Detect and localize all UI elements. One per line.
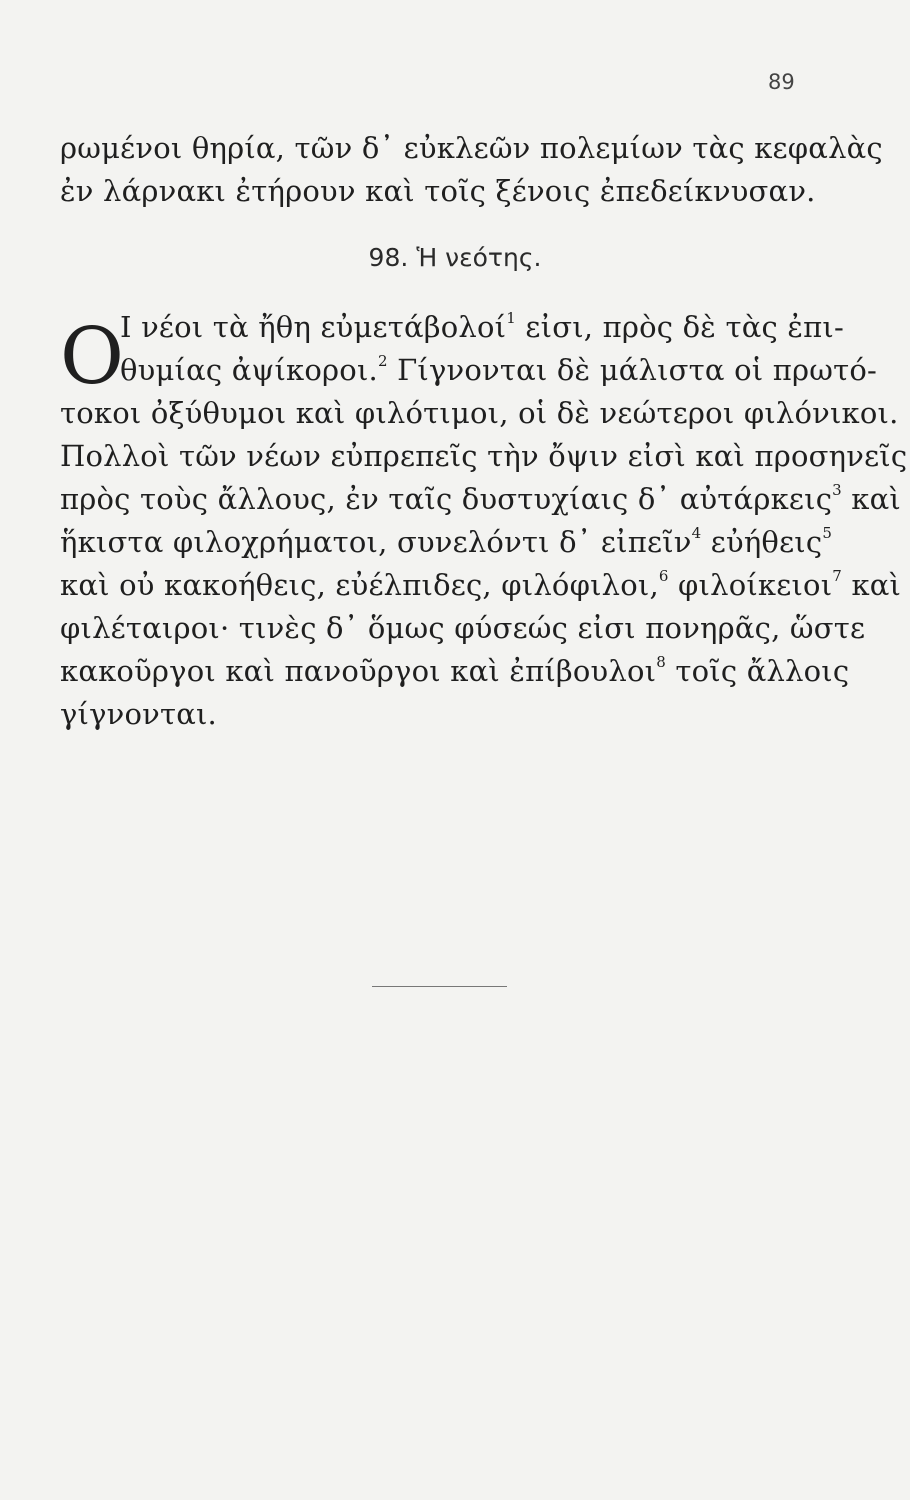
paragraph-line-1: Ι νέοι τὰ ἤθη εὐμετάβολοί$^1$ εἰσι, πρὸς δὲ τὰς ἐπι- xyxy=(120,309,844,344)
footnote-marker: 7 xyxy=(832,567,843,585)
paragraph-line-10: γίγνονται. xyxy=(60,697,217,731)
footnote-marker: 8 xyxy=(656,653,666,671)
paragraph-line-3: τοκοι ὀξύθυμοι καὶ φιλότιμοι, οἱ δὲ νεώτεροι φιλόνικοι. xyxy=(60,396,899,430)
continued-text xyxy=(60,127,883,213)
section-title: Ἡ νεότης. xyxy=(416,243,542,272)
footnote-marker: 6 xyxy=(658,567,669,585)
paragraph-body xyxy=(60,306,908,736)
drop-cap: O xyxy=(60,312,124,402)
paragraph-line-4: Πολλοὶ τῶν νέων εὐπρεπεῖς τὴν ὄψιν εἰσὶ καὶ προσηνεῖς xyxy=(60,439,908,473)
paragraph-line-7: καὶ οὐ κακοήθεις, εὐέλπιδες, φιλόφιλοι,$^6$ φιλοίκειοι$^7$ καὶ xyxy=(60,567,902,602)
section-number: 98. xyxy=(368,243,409,272)
paragraph-line-5: πρὸς τοὺς ἄλλους, ἐν ταῖς δυστυχίαις δ᾿ αὐτάρκεις$^3$ καὶ xyxy=(60,481,901,516)
continued-line-1: ρωμένοι θηρία, τῶν δ᾿ εὐκλεῶν πολεμίων τὰς κεφαλὰς xyxy=(60,131,883,165)
page-number: 89 xyxy=(768,70,795,94)
footnote-marker: 5 xyxy=(822,524,833,542)
section-divider-rule xyxy=(372,986,507,987)
paragraph-line-9: κακοῦργοι καὶ πανοῦργοι καὶ ἐπίβουλοι$^8$ τοῖς ἄλλοις xyxy=(60,653,850,688)
paragraph-line-2: θυμίας ἀψίκοροι.$^2$ Γίγνονται δὲ μάλιστα οἱ πρωτό- xyxy=(120,352,878,387)
section-heading xyxy=(0,243,910,272)
footnote-marker: 2 xyxy=(377,352,388,370)
footnote-marker: 4 xyxy=(691,524,702,542)
continued-line-2: ἐν λάρνακι ἐτήρουν καὶ τοῖς ξένοις ἐπεδείκνυσαν. xyxy=(60,174,816,208)
footnote-marker: 1 xyxy=(506,309,516,327)
paragraph-line-6: ἥκιστα φιλοχρήματοι, συνελόντι δ᾿ εἰπεῖν$^4$ εὐήθεις$^5$ xyxy=(60,524,833,559)
paragraph-line-8: φιλέταιροι· τινὲς δ᾿ ὅμως φύσεώς εἰσι πονηρᾶς, ὥστε xyxy=(60,611,866,645)
footnote-marker: 3 xyxy=(832,481,842,499)
